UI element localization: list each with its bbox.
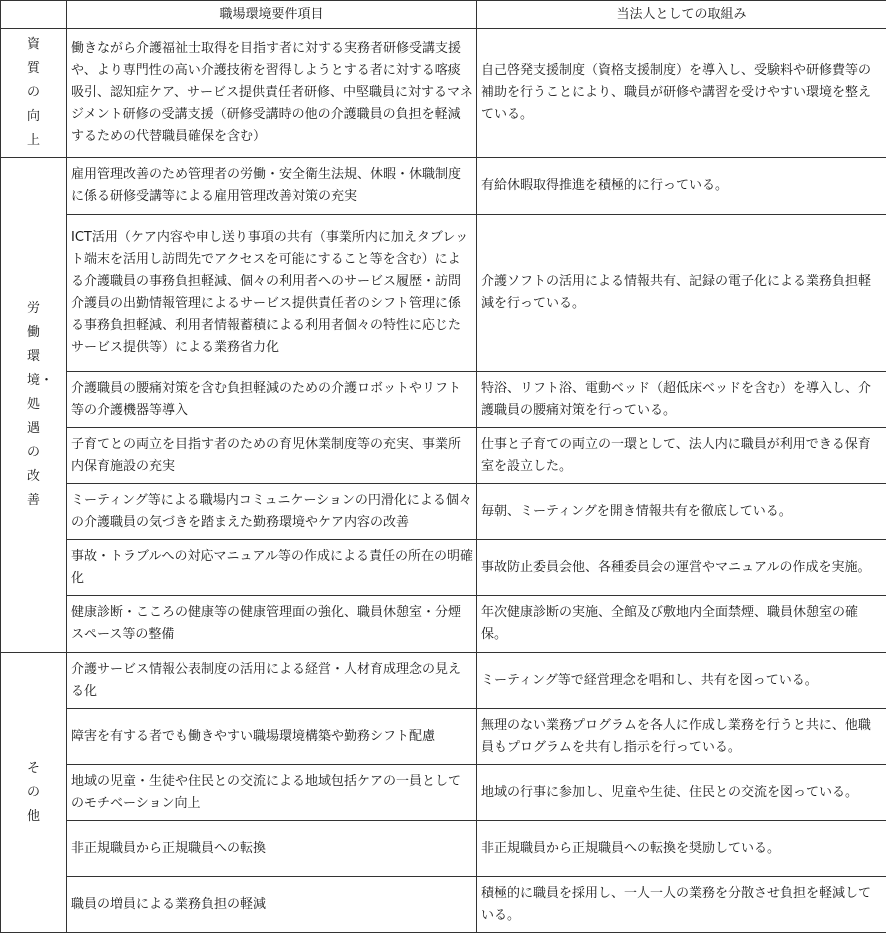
requirement-cell: 介護職員の腰痛対策を含む負担軽減のための介護ロボットやリフト等の介護機器等導入 xyxy=(67,372,477,428)
requirement-cell: 地域の児童・生徒や住民との交流による地域包括ケアの一員としてのモチベーション向上 xyxy=(67,765,477,821)
table-row xyxy=(1,484,886,540)
table-row xyxy=(1,29,886,158)
initiative-cell: 年次健康診断の実施、全館及び敷地内全面禁煙、職員休憩室の確保。 xyxy=(477,596,886,653)
requirement-cell: 子育てとの両立を目指す者のための育児休業制度等の充実、事業所内保育施設の充実 xyxy=(67,428,477,484)
table-row xyxy=(1,821,886,877)
initiative-cell: 非正規職員から正規職員への転換を奨励している。 xyxy=(477,821,886,877)
initiative-cell: 仕事と子育ての両立の一環として、法人内に職員が利用できる保育室を設立した。 xyxy=(477,428,886,484)
requirement-cell: 職員の増員による業務負担の軽減 xyxy=(67,877,477,933)
requirement-cell: 事故・トラブルへの対応マニュアル等の作成による責任の所在の明確化 xyxy=(67,540,477,596)
table-row xyxy=(1,215,886,372)
requirement-cell: ICT活用（ケア内容や申し送り事項の共有（事業所内に加えタブレット端末を活用し訪問先でアクセスを可能にすること等を含む）による介護職員の事務負担軽減、個々の利用者へのサービス履歴・訪問介護員の出勤情報管理によるサービス提供責任者のシフト管理に係る事務負担軽減、利用者情報蓄積による利用者個々の特性に応じたサービス提供等）による業務省力化 xyxy=(67,215,477,372)
table-row xyxy=(1,596,886,653)
initiative-cell: 特浴、リフト浴、電動ベッド（超低床ベッドを含む）を導入し、介護職員の腰痛対策を行っている。 xyxy=(477,372,886,428)
category-label: 資質の向上 xyxy=(27,37,41,148)
category-other xyxy=(1,653,67,933)
table-row xyxy=(1,428,886,484)
initiative-cell: ミーティング等で経営理念を唱和し、共有を図っている。 xyxy=(477,653,886,709)
header-requirement: 職場環境要件項目 xyxy=(67,1,477,29)
requirement-cell: 障害を有する者でも働きやすい職場環境構築や勤務シフト配慮 xyxy=(67,709,477,765)
requirement-cell: 非正規職員から正規職員への転換 xyxy=(67,821,477,877)
initiative-cell: 無理のない業務プログラムを各人に作成し業務を行うと共に、他職員もプログラムを共有し指示を行っている。 xyxy=(477,709,886,765)
initiative-cell: 毎朝、ミーティングを開き情報共有を徹底している。 xyxy=(477,484,886,540)
header-row xyxy=(1,1,886,29)
initiative-cell: 有給休暇取得推進を積極的に行っている。 xyxy=(477,158,886,215)
category-label: 労働環境・処遇の改善 xyxy=(27,301,54,508)
category-quality xyxy=(1,29,67,158)
table-row xyxy=(1,765,886,821)
header-initiative: 当法人としての取組み xyxy=(477,1,886,29)
initiative-cell: 自己啓発支援制度（資格支援制度）を導入し、受験料や研修費等の補助を行うことにより、職員が研修や講習を受けやすい環境を整えている。 xyxy=(477,29,886,158)
header-blank xyxy=(1,1,67,29)
table-row xyxy=(1,372,886,428)
table-row xyxy=(1,653,886,709)
category-work-environment xyxy=(1,158,67,653)
table-row xyxy=(1,877,886,933)
table-row xyxy=(1,709,886,765)
initiative-cell: 介護ソフトの活用による情報共有、記録の電子化による業務負担軽減を行っている。 xyxy=(477,215,886,372)
initiative-cell: 地域の行事に参加し、児童や生徒、住民との交流を図っている。 xyxy=(477,765,886,821)
requirement-cell: 健康診断・こころの健康等の健康管理面の強化、職員休憩室・分煙スペース等の整備 xyxy=(67,596,477,653)
table-row xyxy=(1,540,886,596)
requirement-cell: ミーティング等による職場内コミュニケーションの円滑化による個々の介護職員の気づきを踏まえた勤務環境やケア内容の改善 xyxy=(67,484,477,540)
table-row xyxy=(1,158,886,215)
requirement-cell: 雇用管理改善のため管理者の労働・安全衛生法規、休暇・休職制度に係る研修受講等による雇用管理改善対策の充実 xyxy=(67,158,477,215)
initiative-cell: 積極的に職員を採用し、一人一人の業務を分散させ負担を軽減している。 xyxy=(477,877,886,933)
initiative-cell: 事故防止委員会他、各種委員会の運営やマニュアルの作成を実施。 xyxy=(477,540,886,596)
category-label: その他 xyxy=(27,760,41,824)
requirement-cell: 働きながら介護福祉士取得を目指す者に対する実務者研修受講支援や、より専門性の高い介護技術を習得しようとする者に対する喀痰吸引、認知症ケア、サービス提供責任者研修、中堅職員に対するマネジメント研修の受講支援（研修受講時の他の介護職員の負担を軽減するための代替職員確保を含む） xyxy=(67,29,477,158)
requirement-cell: 介護サービス情報公表制度の活用による経営・人材育成理念の見える化 xyxy=(67,653,477,709)
